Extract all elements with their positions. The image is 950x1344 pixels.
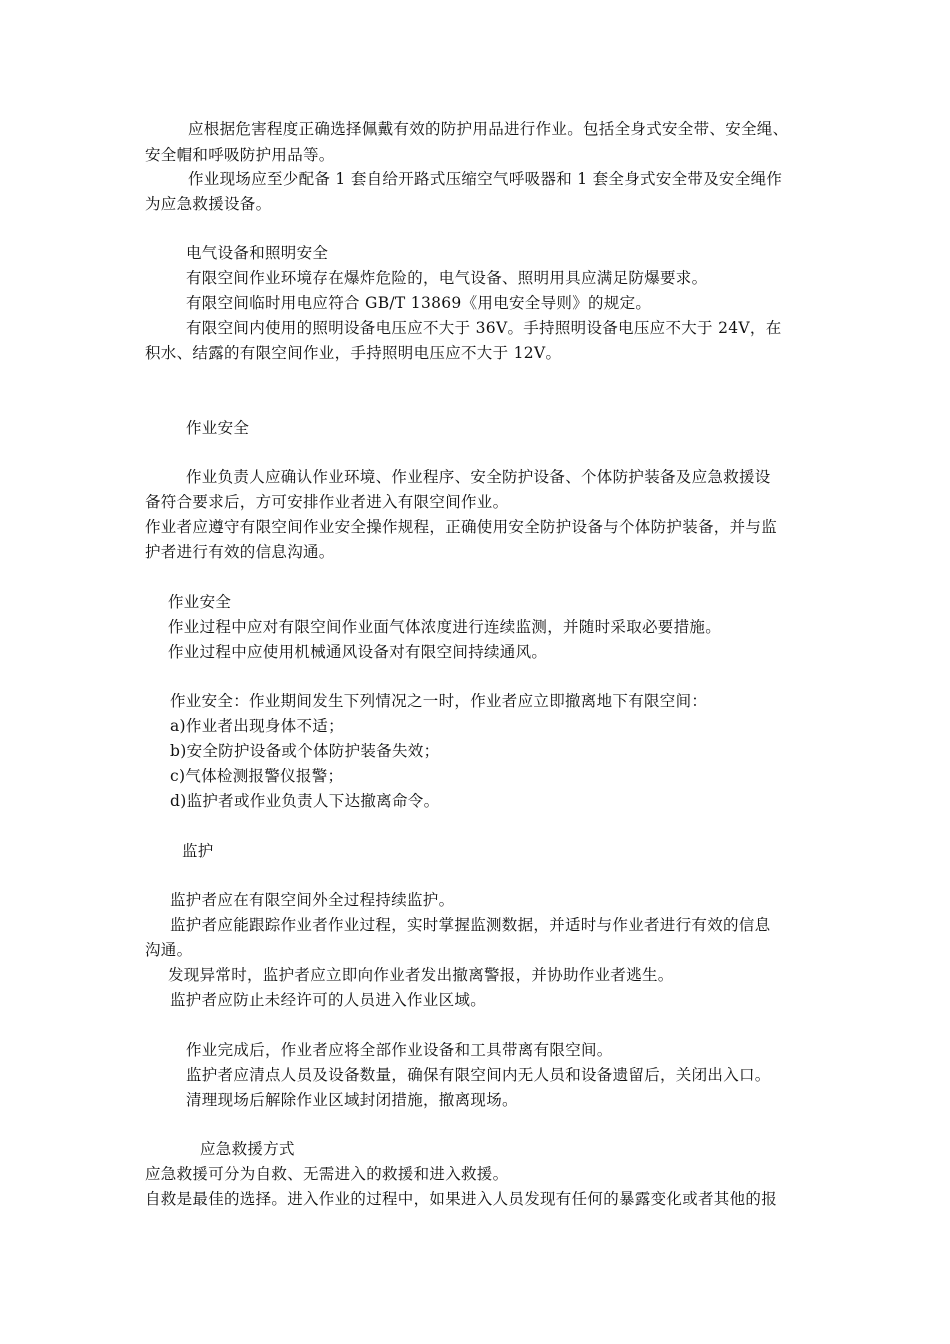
list-item: d)监护者或作业负责人下达撤离命令。 — [170, 792, 440, 810]
paragraph-line: 监护者应清点人员及设备数量，确保有限空间内无人员和设备遗留后，关闭出入口。 — [186, 1066, 771, 1084]
paragraph-line: 发现异常时，监护者应立即向作业者发出撤离警报，并协助作业者逃生。 — [168, 966, 674, 984]
paragraph-line: 作业过程中应使用机械通风设备对有限空间持续通风。 — [168, 643, 548, 661]
paragraph-line: 备符合要求后，方可安排作业者进入有限空间作业。 — [145, 493, 509, 511]
paragraph-line: 监护者应防止未经许可的人员进入作业区域。 — [170, 991, 487, 1009]
paragraph-line: 沟通。 — [145, 941, 193, 959]
paragraph-line: 安全帽和呼吸防护用品等。 — [145, 146, 335, 164]
paragraph-line: 作业完成后，作业者应将全部作业设备和工具带离有限空间。 — [186, 1041, 613, 1059]
paragraph-line: 作业负责人应确认作业环境、作业程序、安全防护设备、个体防护装备及应急救援设 — [186, 468, 771, 486]
section-heading: 电气设备和照明安全 — [186, 244, 329, 262]
section-heading: 监护 — [182, 842, 214, 860]
paragraph-line: 监护者应能跟踪作业者作业过程，实时掌握监测数据，并适时与作业者进行有效的信息 — [170, 916, 771, 934]
paragraph-line: 应根据危害程度正确选择佩戴有效的防护用品进行作业。包括全身式安全带、安全绳、 — [188, 120, 789, 138]
list-item: b)安全防护设备或个体防护装备失效； — [170, 742, 440, 760]
paragraph-line: 有限空间作业环境存在爆炸危险的，电气设备、照明用具应满足防爆要求。 — [186, 269, 708, 287]
paragraph-line: 作业现场应至少配备 1 套自给开路式压缩空气呼吸器和 1 套全身式安全带及安全绳作 — [188, 170, 783, 188]
paragraph-line: 清理现场后解除作业区域封闭措施，撤离现场。 — [186, 1091, 518, 1109]
paragraph-line: 作业过程中应对有限空间作业面气体浓度进行连续监测，并随时采取必要措施。 — [168, 618, 722, 636]
section-heading: 应急救援方式 — [200, 1140, 295, 1158]
paragraph-line: 应急救援可分为自救、无需进入的救援和进入救援。 — [145, 1165, 509, 1183]
paragraph-line: 监护者应在有限空间外全过程持续监护。 — [170, 891, 455, 909]
paragraph-line: 积水、结露的有限空间作业，手持照明电压应不大于 12V。 — [145, 344, 562, 362]
paragraph-line: 作业者应遵守有限空间作业安全操作规程，正确使用安全防护设备与个体防护装备，并与监 — [145, 518, 778, 536]
section-heading: 作业安全 — [186, 419, 250, 437]
paragraph-line: 自救是最佳的选择。进入作业的过程中，如果进入人员发现有任何的暴露变化或者其他的报 — [145, 1190, 778, 1208]
list-item: a)作业者出现身体不适； — [170, 717, 344, 735]
paragraph-line: 为应急救援设备。 — [145, 195, 272, 213]
paragraph-line: 有限空间临时用电应符合 GB/T 13869《用电安全导则》的规定。 — [186, 294, 652, 312]
paragraph-line: 有限空间内使用的照明设备电压应不大于 36V。手持照明设备电压应不大于 24V，在 — [186, 319, 782, 337]
paragraph-line: 护者进行有效的信息沟通。 — [145, 543, 335, 561]
list-item: c)气体检测报警仪报警； — [170, 767, 344, 785]
section-heading: 作业安全 — [168, 593, 232, 611]
paragraph-line: 作业安全：作业期间发生下列情况之一时，作业者应立即撤离地下有限空间： — [170, 692, 708, 710]
